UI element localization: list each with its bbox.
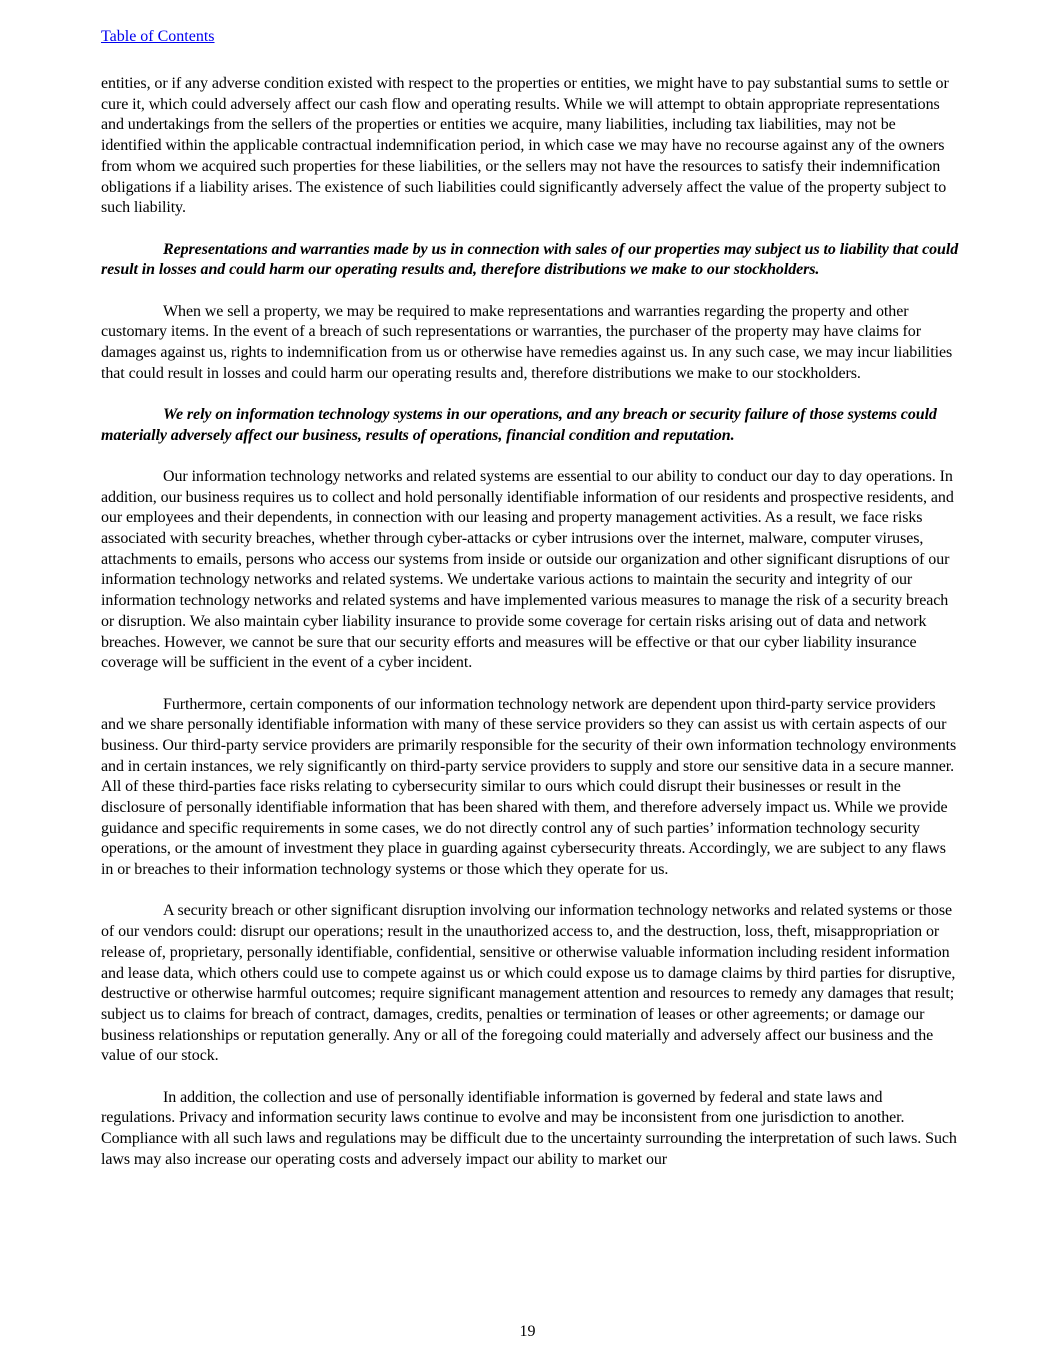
paragraph-it-networks: Our information technology networks and related systems are essential to our ability to conduct our day to day operations. In addition, our business requires us to collect and hold personally identifiable information of our residents and prospective residents, and our employees and their dependents, in connection with our leasing and property management activities. As a result, we face risks associated with security breaches, whether through cyber-attacks or cyber intrusions over the internet, malware, computer viruses, attachments to emails, persons who access our systems from inside or outside our organization and other significant disruptions of our information technology networks and related systems. We undertake various actions to maintain the security and integrity of our information technology networks and related systems and have implemented various measures to manage the risk of a security breach or disruption. We also maintain cyber liability insurance to provide some coverage for certain risks arising out of data and network breaches. However, we cannot be sure that our security efforts and measures will be effective or that our cyber liability insurance coverage will be sufficient in the event of a cyber incident. [101, 467, 954, 672]
table-of-contents-link[interactable]: Table of Contents [101, 28, 215, 45]
document-body [101, 74, 959, 1191]
paragraph-security-breach: A security breach or other significant disruption involving our information technology networks and related systems or those of our vendors could: disrupt our operations; result in the unauthorized access to, and the destruction, loss, theft, misappropriation or release of, proprietary, personally identifiable, confidential, sensitive or otherwise valuable information including resident information and lease data, which others could use to compete against us or which could expose us to damage claims by third parties for disruptive, destructive or otherwise harmful outcomes; require significant management attention and resources to remedy any damages that result; subject us to claims for breach of contract, damages, credits, penalties or termination of leases or other agreements; or damage our business relationships or reputation generally. Any or all of the foregoing could materially and adversely affect our business and the value of our stock. [101, 902, 956, 1065]
page-number: 19 [519, 1323, 536, 1340]
risk-heading-representations: Representations and warranties made by us in connection with sales of our properties may subject us to liability that could result in losses and could harm our operating results and, therefore distributions we make to our stockholders. [101, 240, 959, 279]
paragraph-continuation: entities, or if any adverse condition existed with respect to the properties or entities, we might have to pay substantial sums to settle or cure it, which could adversely affect our cash flow and operating results. While we will attempt to obtain appropriate representations and undertakings from the sellers of the properties or entities we acquire, many liabilities, including tax liabilities, may not be identified within the applicable contractual indemnification period, in which case we may have no recourse against any of the owners from whom we acquired such properties for these liabilities, or the sellers may not have the resources to satisfy their indemnification obligations if a liability arises. The existence of such liabilities could significantly adversely affect the value of the property subject to such liability. [101, 75, 949, 217]
paragraph-third-party-providers: Furthermore, certain components of our information technology network are dependent upon third-party service providers and we share personally identifiable information with many of these service providers so they can assist us with certain aspects of our business. Our third-party service providers are primarily responsible for the security of their own information technology environments and in certain instances, we rely significantly on third-party service providers to supply and store our sensitive data in a secure manner. All of these third-parties face risks relating to cybersecurity similar to ours which could disrupt their businesses or result in the disclosure of personally identifiable information that has been shared with them, and therefore adversely impact us. While we provide guidance and specific requirements in some cases, we do not directly control any of such parties’ information technology security operations, or the amount of investment they place in guarding against cybersecurity threats. Accordingly, we are subject to any flaws in or breaches to their information technology systems or those which they operate for us. [101, 695, 957, 879]
paragraph-privacy-laws: In addition, the collection and use of personally identifiable information is governed by federal and state laws and regulations. Privacy and information security laws continue to evolve and may be inconsistent from one jurisdiction to another. Compliance with all such laws and regulations may be difficult due to the uncertainty surrounding the interpretation of such laws. Such laws may also increase our operating costs and adversely impact our ability to market our [101, 1088, 957, 1168]
risk-heading-information-technology: We rely on information technology systems in our operations, and any breach or security failure of those systems could materially adversely affect our business, results of operations, financial condition and reputation. [101, 405, 937, 444]
paragraph-sale-representations: When we sell a property, we may be required to make representations and warranties regarding the property and other customary items. In the event of a breach of such representations or warranties, the purchaser of the property may have claims for damages against us, rights to indemnification from us or otherwise have remedies against us. In any such case, we may incur liabilities that could result in losses and could harm our operating results and, therefore distributions we make to our stockholders. [101, 302, 953, 382]
